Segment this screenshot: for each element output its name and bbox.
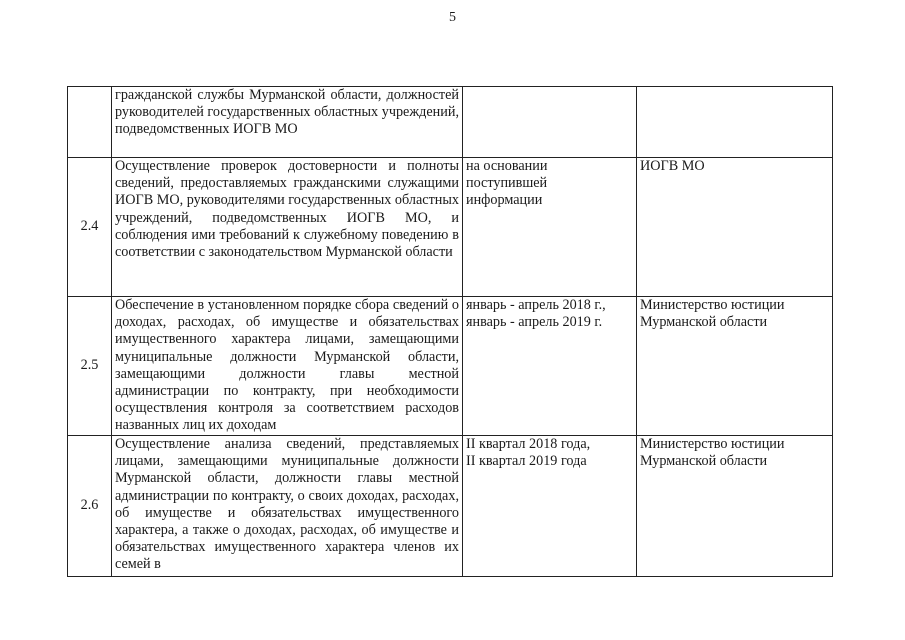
measure-period: II квартал 2018 года, II квартал 2019 года [463,436,637,577]
table-row [68,87,833,158]
measure-period: январь - апрель 2018 г., январь - апрель 2019 г. [463,297,637,436]
table-row [68,158,833,297]
measure-description: Осуществление анализа сведений, представляемых лицами, замещающими муниципальные должности Мурманской области, должности главы местной администрации по контракту, о своих доходах, расходах, об имуществе и обязательствах имущественного характера, а также о доходах, расходах, об имуществе и обязательствах имущественного характера членов их семей в [112,436,463,577]
measure-responsible: Министерство юстиции Мурманской области [637,436,833,577]
measure-period: на основании поступившей информации [463,158,637,297]
row-number: 2.6 [68,436,112,577]
measure-description: гражданской службы Мурманской области, должностей руководителей государственных областных учреждений, подведомственных ИОГВ МО [112,87,463,158]
measure-responsible: Министерство юстиции Мурманской области [637,297,833,436]
page-number: 5 [449,10,456,25]
table-row [68,297,833,436]
measures-table [67,86,833,577]
measure-period [463,87,637,158]
table-row [68,436,833,577]
measure-description: Осуществление проверок достоверности и полноты сведений, предоставляемых гражданскими служащими ИОГВ МО, руководителями государственных областных учреждений, подведомственных ИОГВ МО, и соблюдения ими требований к служебному поведению в соответствии с законодательством Мурманской области [112,158,463,297]
row-number: 2.4 [68,158,112,297]
measure-description: Обеспечение в установленном порядке сбора сведений о доходах, расходах, об имуществе и обязательствах имущественного характера лицами, замещающими муниципальные должности Мурманской области, замещающими должности главы местной администрации по контракту, при необходимости осуществления контроля за соответствием расходов названных лиц их доходам [112,297,463,436]
row-number [68,87,112,158]
row-number: 2.5 [68,297,112,436]
measure-responsible: ИОГВ МО [637,158,833,297]
measure-responsible [637,87,833,158]
